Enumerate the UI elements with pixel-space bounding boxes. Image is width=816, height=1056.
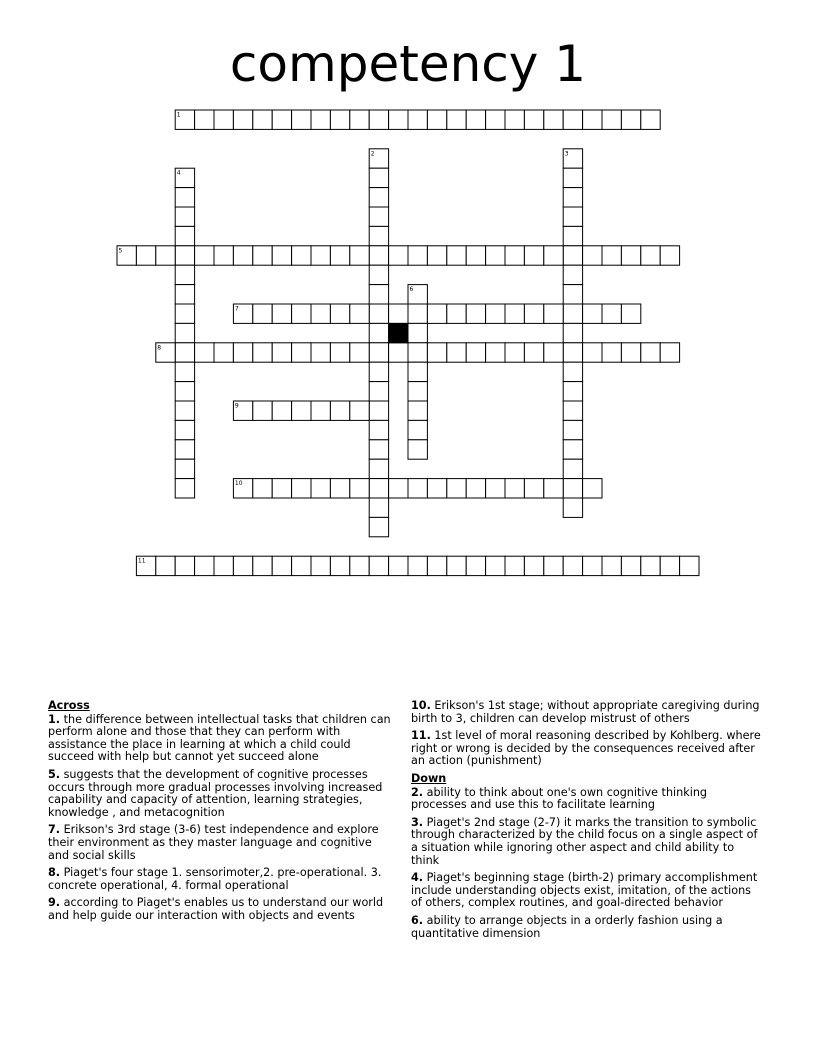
grid-cell[interactable] (311, 110, 330, 129)
grid-cell[interactable] (641, 556, 660, 575)
grid-cell[interactable] (330, 401, 349, 420)
grid-cell[interactable] (524, 110, 543, 129)
grid-cell[interactable] (369, 207, 388, 226)
grid-cell[interactable] (389, 246, 408, 265)
grid-cell[interactable] (583, 556, 602, 575)
grid-cell[interactable] (369, 479, 388, 498)
clue-text: according to Piaget's enables us to understand our world and help guide our interaction with objects and events (48, 896, 384, 922)
grid-cell[interactable] (563, 110, 582, 129)
grid-cell[interactable] (195, 110, 214, 129)
grid-cell[interactable] (369, 265, 388, 284)
grid-cell[interactable] (621, 304, 640, 323)
grid-cell[interactable] (311, 246, 330, 265)
grid-cell[interactable] (563, 479, 582, 498)
grid-cell[interactable] (660, 246, 679, 265)
grid-cell[interactable] (660, 556, 679, 575)
grid-cell[interactable] (602, 246, 621, 265)
grid-cell[interactable] (389, 110, 408, 129)
grid-cell[interactable] (253, 556, 272, 575)
grid-cell[interactable] (408, 362, 427, 381)
clue-text: the difference between intellectual tasks that children can perform alone and those that they can perform with assistance the place in learning at which a child could succeed with help but cannot yet succeed alone (48, 712, 391, 764)
grid-cell[interactable] (408, 420, 427, 439)
grid-cell[interactable] (330, 343, 349, 362)
grid-cell[interactable] (350, 401, 369, 420)
grid-cell[interactable] (621, 343, 640, 362)
grid-cell[interactable] (563, 382, 582, 401)
grid-cell[interactable] (583, 246, 602, 265)
grid-cell[interactable] (427, 304, 446, 323)
clue-text: ability to think about one's own cognitive thinking processes and use this to facilitate learning (411, 785, 708, 812)
grid-cell[interactable] (350, 479, 369, 498)
clue-down-3 (411, 817, 763, 867)
grid-cell[interactable] (486, 343, 505, 362)
grid-cell[interactable] (175, 285, 194, 304)
grid-cell[interactable] (544, 246, 563, 265)
grid-cell[interactable] (175, 207, 194, 226)
grid-cell[interactable] (563, 343, 582, 362)
cell-number-9: 9 (234, 402, 239, 410)
grid-cell[interactable] (408, 304, 427, 323)
grid-cell[interactable] (175, 304, 194, 323)
grid-cell[interactable] (660, 343, 679, 362)
grid-cell[interactable] (583, 304, 602, 323)
grid-cell[interactable] (563, 265, 582, 284)
grid-cell[interactable] (369, 440, 388, 459)
grid-cell[interactable] (466, 110, 485, 129)
grid-cell[interactable] (621, 556, 640, 575)
across-clues (48, 700, 393, 928)
grid-cell[interactable] (369, 517, 388, 536)
cell-number-8: 8 (157, 344, 162, 352)
grid-cell[interactable] (292, 110, 311, 129)
grid-cell[interactable] (272, 110, 291, 129)
grid-cell[interactable] (563, 420, 582, 439)
grid-cell[interactable] (311, 401, 330, 420)
grid-cell[interactable] (447, 246, 466, 265)
grid-cell[interactable] (427, 246, 446, 265)
grid-cell[interactable] (524, 246, 543, 265)
grid-cell[interactable] (175, 226, 194, 245)
grid-cell[interactable] (408, 246, 427, 265)
grid-cell[interactable] (253, 401, 272, 420)
grid-cell[interactable] (369, 343, 388, 362)
grid-cell[interactable] (563, 362, 582, 381)
grid-cell[interactable] (175, 479, 194, 498)
grid-cell[interactable] (311, 479, 330, 498)
grid-cell[interactable] (369, 556, 388, 575)
grid-cell[interactable] (369, 420, 388, 439)
grid-cell[interactable] (233, 246, 252, 265)
grid-cell[interactable] (369, 285, 388, 304)
grid-cell[interactable] (544, 110, 563, 129)
grid-cell[interactable] (369, 246, 388, 265)
grid-cell[interactable] (369, 382, 388, 401)
grid-cell[interactable] (369, 498, 388, 517)
grid-cell[interactable] (544, 304, 563, 323)
cell-number-4: 4 (176, 169, 181, 177)
grid-cell[interactable] (466, 246, 485, 265)
grid-cell[interactable] (447, 479, 466, 498)
grid-cell[interactable] (447, 343, 466, 362)
cell-number-5: 5 (118, 247, 123, 255)
grid-cell[interactable] (214, 343, 233, 362)
grid-cell[interactable] (292, 479, 311, 498)
grid-cell[interactable] (233, 110, 252, 129)
grid-cell[interactable] (292, 401, 311, 420)
grid-cell[interactable] (544, 343, 563, 362)
clue-number: 8. (48, 866, 61, 880)
grid-cell[interactable] (311, 556, 330, 575)
clue-text: 1st level of moral reasoning described by Kohlberg. where right or wrong is decided by the consequences received after an action (punishment) (411, 729, 761, 768)
grid-cell[interactable] (466, 556, 485, 575)
clue-across-10 (411, 700, 763, 725)
clue-across-8 (48, 867, 393, 892)
grid-cell[interactable] (330, 479, 349, 498)
grid-cell[interactable] (311, 343, 330, 362)
grid-cell[interactable] (486, 479, 505, 498)
grid-cell[interactable] (350, 556, 369, 575)
cell-number-7: 7 (234, 305, 239, 313)
grid-cell[interactable] (369, 401, 388, 420)
clue-down-2 (411, 787, 763, 812)
grid-cell[interactable] (583, 343, 602, 362)
grid-cell[interactable] (195, 343, 214, 362)
clue-across-11 (411, 730, 763, 768)
clue-number: 9. (48, 896, 61, 910)
grid-cell[interactable] (602, 110, 621, 129)
grid-cell[interactable] (602, 304, 621, 323)
grid-cell[interactable] (292, 556, 311, 575)
grid-cell[interactable] (486, 246, 505, 265)
grid-cell[interactable] (253, 304, 272, 323)
grid-cell[interactable] (602, 343, 621, 362)
grid-cell[interactable] (175, 246, 194, 265)
grid-cell[interactable] (272, 304, 291, 323)
grid-cell[interactable] (389, 556, 408, 575)
grid-cell[interactable] (680, 556, 699, 575)
grid-cell[interactable] (641, 246, 660, 265)
grid-cell[interactable] (563, 207, 582, 226)
clue-down-4 (411, 872, 763, 910)
grid-cell[interactable] (369, 304, 388, 323)
grid-cell[interactable] (369, 168, 388, 187)
grid-cell[interactable] (563, 556, 582, 575)
grid-cell[interactable] (524, 556, 543, 575)
grid-cell[interactable] (641, 110, 660, 129)
grid-cell[interactable] (505, 304, 524, 323)
clue-number: 3. (411, 815, 424, 829)
grid-cell[interactable] (369, 362, 388, 381)
grid-cell[interactable] (389, 304, 408, 323)
grid-cell[interactable] (524, 479, 543, 498)
grid-cell[interactable] (233, 343, 252, 362)
grid-cell[interactable] (175, 382, 194, 401)
grid-cell[interactable] (369, 226, 388, 245)
clue-across-1 (48, 714, 393, 764)
grid-cell[interactable] (563, 401, 582, 420)
grid-cell[interactable] (214, 110, 233, 129)
grid-cell[interactable] (505, 479, 524, 498)
clue-number: 7. (48, 823, 61, 837)
clue-text: Piaget's 2nd stage (2-7) it marks the transition to symbolic through characterized by the child focus on a single aspect of a situation while ignoring other aspect and child ability to think (411, 815, 758, 867)
grid-cell[interactable] (408, 110, 427, 129)
grid-cell[interactable] (447, 556, 466, 575)
grid-cell[interactable] (292, 304, 311, 323)
grid-cell[interactable] (272, 343, 291, 362)
grid-cell[interactable] (253, 110, 272, 129)
grid-cell[interactable] (447, 304, 466, 323)
grid-cell[interactable] (175, 440, 194, 459)
grid-cell[interactable] (427, 110, 446, 129)
grid-cell[interactable] (621, 110, 640, 129)
grid-cell[interactable] (427, 479, 446, 498)
grid-cell[interactable] (272, 556, 291, 575)
clue-number: 11. (411, 729, 431, 743)
clue-number: 5. (48, 767, 61, 781)
clue-number: 10. (411, 699, 431, 712)
grid-cell[interactable] (292, 343, 311, 362)
grid-cell[interactable] (583, 479, 602, 498)
grid-cell[interactable] (253, 246, 272, 265)
grid-cell[interactable] (369, 188, 388, 207)
clue-text: Erikson's 1st stage; without appropriate caregiving during birth to 3, children can develop mistrust of others (411, 699, 760, 725)
grid-cell[interactable] (175, 401, 194, 420)
grid-cell[interactable] (175, 265, 194, 284)
clue-number: 2. (411, 785, 424, 799)
grid-cell[interactable] (311, 304, 330, 323)
grid-cell[interactable] (486, 304, 505, 323)
grid-cell[interactable] (175, 343, 194, 362)
grid-cell[interactable] (408, 479, 427, 498)
grid-cell[interactable] (563, 246, 582, 265)
cell-number-10: 10 (234, 480, 243, 488)
clue-text: Erikson's 3rd stage (3-6) test independence and explore their environment as they master language and cognitive and social skills (48, 823, 379, 862)
grid-cell[interactable] (272, 479, 291, 498)
clue-column-right (411, 700, 763, 945)
grid-cell[interactable] (544, 479, 563, 498)
grid-cell[interactable] (175, 362, 194, 381)
grid-cell[interactable] (486, 110, 505, 129)
grid-cell[interactable] (408, 401, 427, 420)
grid-cell[interactable] (330, 110, 349, 129)
grid-cell[interactable] (466, 343, 485, 362)
cell-number-3: 3 (564, 150, 569, 158)
down-heading: Down (411, 771, 447, 785)
grid-cell[interactable] (563, 188, 582, 207)
grid-cell[interactable] (195, 556, 214, 575)
grid-cell[interactable] (505, 246, 524, 265)
grid-cell[interactable] (427, 343, 446, 362)
grid-cell[interactable] (563, 459, 582, 478)
grid-cell[interactable] (408, 556, 427, 575)
grid-cell[interactable] (330, 556, 349, 575)
grid-cell[interactable] (156, 246, 175, 265)
grid-cell[interactable] (621, 246, 640, 265)
grid-cell[interactable] (214, 246, 233, 265)
black-cell (389, 323, 408, 342)
grid-cell[interactable] (427, 556, 446, 575)
grid-cell[interactable] (563, 285, 582, 304)
grid-cell[interactable] (505, 556, 524, 575)
clue-text: ability to arrange objects in a orderly fashion using a quantitative dimension (411, 913, 723, 940)
clue-across-7 (48, 824, 393, 862)
grid-cell[interactable] (505, 343, 524, 362)
grid-cell[interactable] (505, 110, 524, 129)
grid-cell[interactable] (408, 323, 427, 342)
clue-text: Piaget's four stage 1. sensorimoter,2. pre-operational. 3. concrete operational, 4. formal operational (48, 866, 382, 892)
grid-cell[interactable] (369, 323, 388, 342)
grid-cell[interactable] (486, 556, 505, 575)
grid-cell[interactable] (253, 343, 272, 362)
grid-cell[interactable] (350, 110, 369, 129)
grid-cell[interactable] (175, 188, 194, 207)
grid-cell[interactable] (350, 246, 369, 265)
grid-cell[interactable] (350, 343, 369, 362)
clue-text: Piaget's beginning stage (birth-2) primary accomplishment include understanding objects exist, imitation, of the actions of others, complex routines, and goal-directed behavior (411, 871, 758, 910)
grid-cell[interactable] (563, 323, 582, 342)
grid-cell[interactable] (563, 226, 582, 245)
grid-cell[interactable] (389, 343, 408, 362)
clue-number: 1. (48, 712, 61, 726)
grid-cell[interactable] (253, 479, 272, 498)
clue-across-9 (48, 897, 393, 922)
grid-cell[interactable] (350, 304, 369, 323)
grid-cell[interactable] (563, 304, 582, 323)
grid-cell[interactable] (369, 459, 388, 478)
grid-cell[interactable] (233, 556, 252, 575)
grid-cell[interactable] (447, 110, 466, 129)
clue-down-6 (411, 915, 763, 940)
grid-cell[interactable] (563, 498, 582, 517)
grid-cell[interactable] (466, 479, 485, 498)
grid-cell[interactable] (214, 556, 233, 575)
grid-cell[interactable] (330, 304, 349, 323)
cell-number-11: 11 (137, 557, 146, 565)
grid-cell[interactable] (563, 168, 582, 187)
grid-cell[interactable] (524, 304, 543, 323)
grid-cell[interactable] (156, 556, 175, 575)
grid-cell[interactable] (408, 343, 427, 362)
grid-cell[interactable] (389, 479, 408, 498)
grid-cell[interactable] (408, 440, 427, 459)
grid-cell[interactable] (175, 420, 194, 439)
grid-cell[interactable] (330, 246, 349, 265)
grid-cell[interactable] (272, 246, 291, 265)
grid-cell[interactable] (136, 246, 155, 265)
grid-cell[interactable] (175, 556, 194, 575)
grid-cell[interactable] (175, 323, 194, 342)
puzzle-title: competency 1 (229, 35, 587, 93)
grid-cell[interactable] (408, 382, 427, 401)
grid-cell[interactable] (369, 110, 388, 129)
grid-cell[interactable] (524, 343, 543, 362)
clue-number: 6. (411, 913, 424, 927)
grid-cell[interactable] (195, 246, 214, 265)
clue-across-5 (48, 769, 393, 819)
cell-number-1: 1 (176, 111, 181, 119)
grid-cell[interactable] (583, 110, 602, 129)
grid-cell[interactable] (563, 440, 582, 459)
grid-cell[interactable] (466, 304, 485, 323)
cell-number-2: 2 (370, 150, 375, 158)
grid-cell[interactable] (602, 556, 621, 575)
grid-cell[interactable] (175, 459, 194, 478)
grid-cell[interactable] (641, 343, 660, 362)
clue-number: 4. (411, 871, 424, 885)
grid-cell[interactable] (292, 246, 311, 265)
cell-number-6: 6 (409, 286, 414, 294)
grid-cell[interactable] (272, 401, 291, 420)
grid-cell[interactable] (544, 556, 563, 575)
across-heading: Across (48, 699, 90, 712)
clue-text: suggests that the development of cognitive processes occurs through more gradual processes involving increased capability and capacity of attention, learning strategies, knowledge , and metacognition (48, 767, 383, 819)
